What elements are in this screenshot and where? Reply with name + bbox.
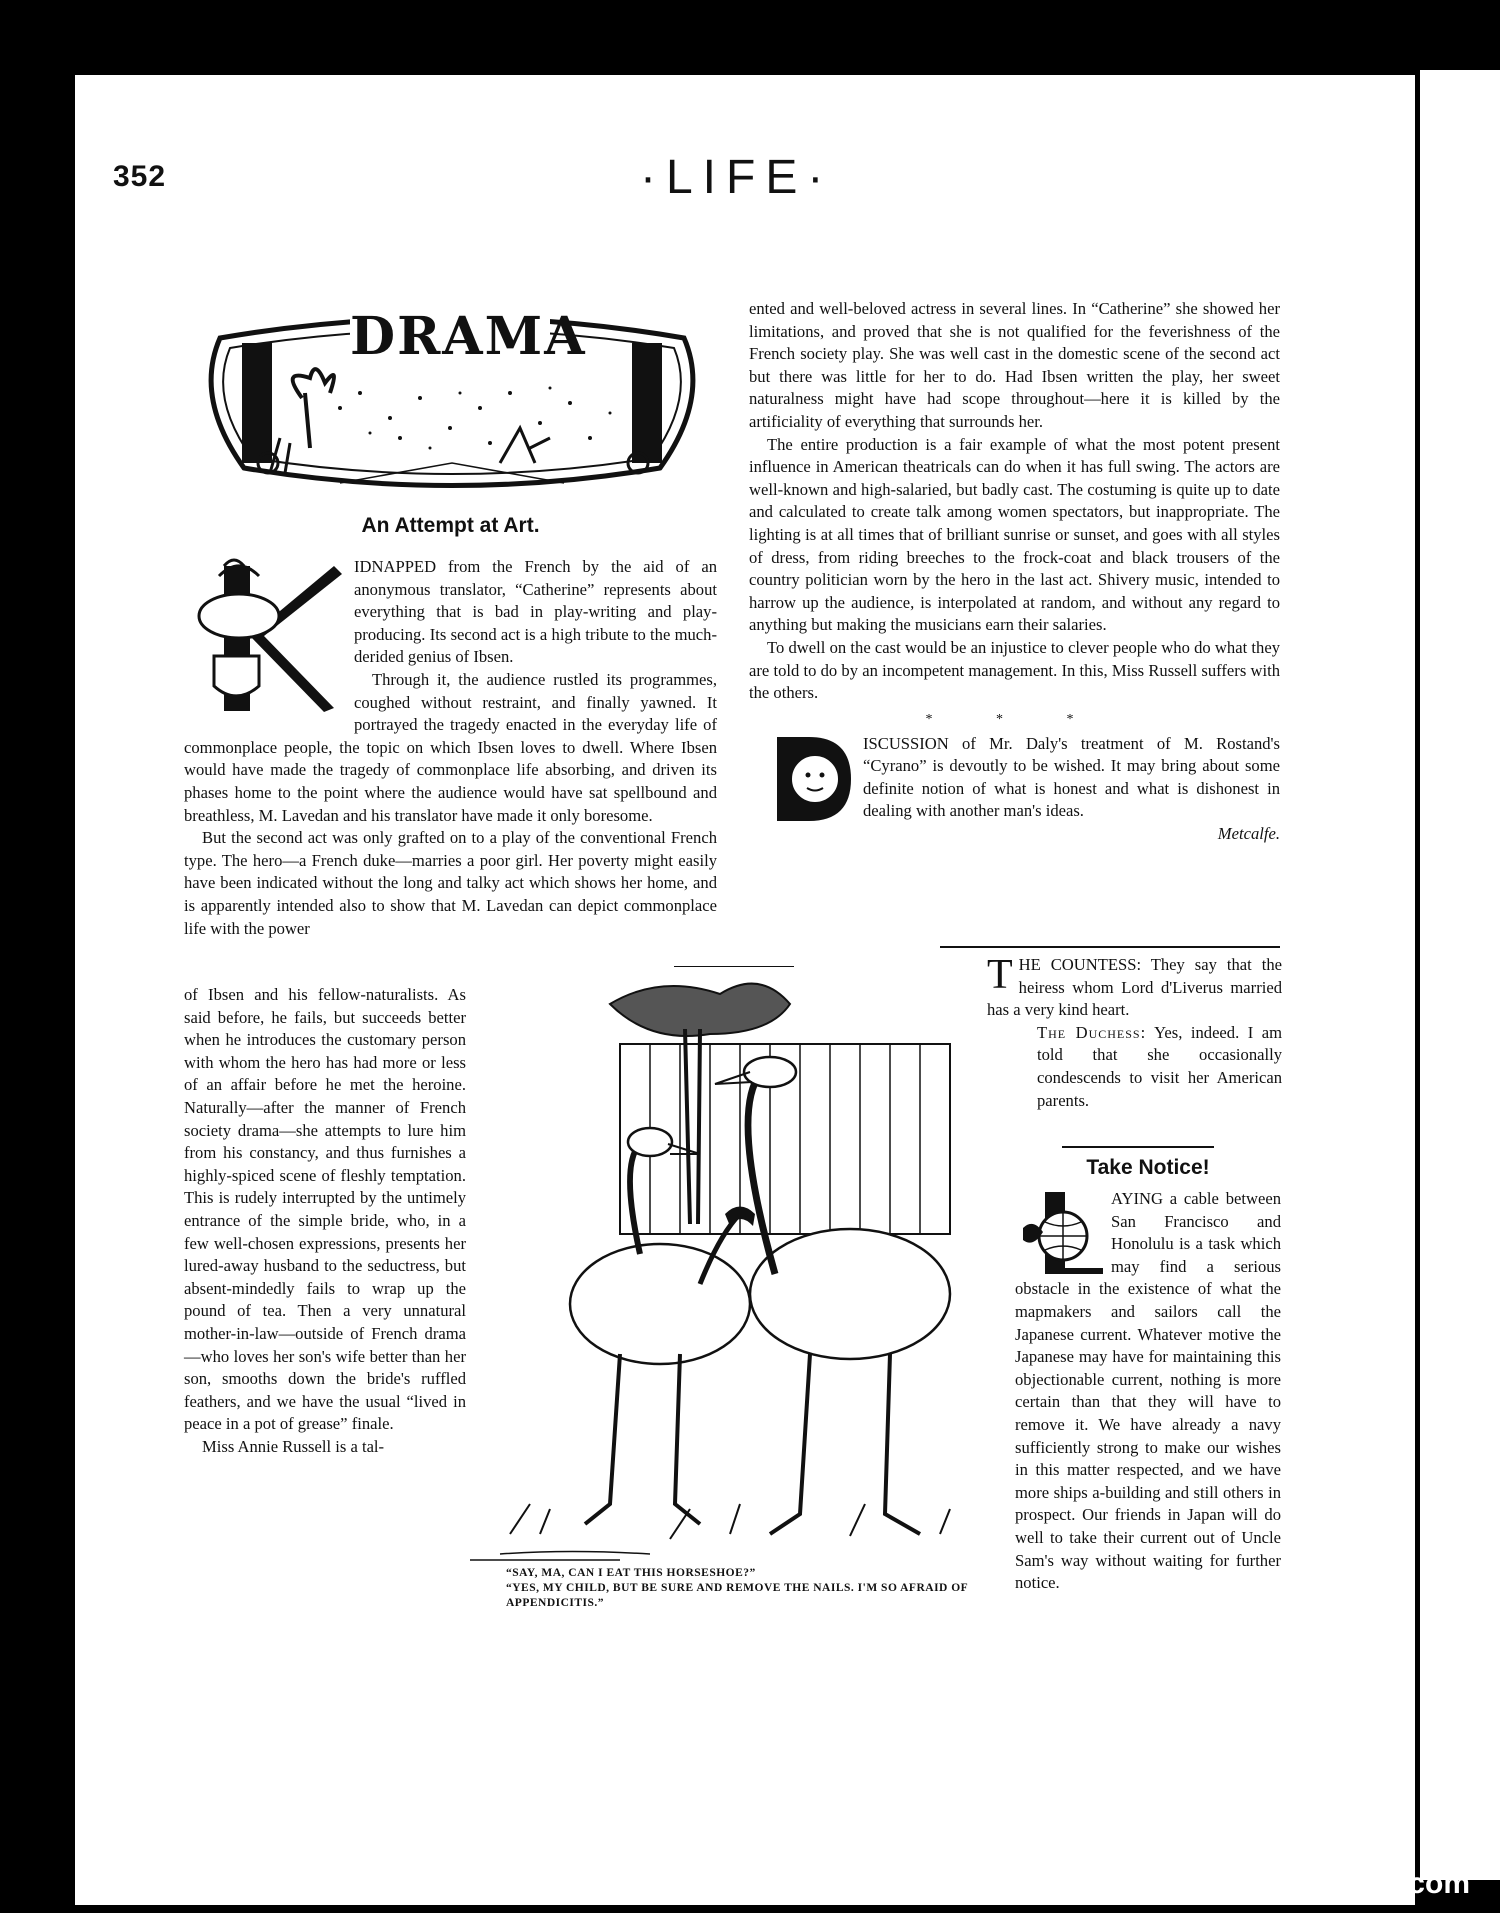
- drama-banner-title: DRAMA: [350, 306, 587, 367]
- ostrich-drawing: [470, 964, 1030, 1564]
- dialogue-line-2-text: Yes, indeed. I am told that she occasionally condescends to visit her American parents.: [1037, 1022, 1282, 1110]
- caption-line-1: “SAY, MA, CAN I EAT THIS HORSESHOE?”: [506, 1567, 756, 1579]
- next-page-edge: [1420, 70, 1500, 1880]
- site-watermark: comicbooks.com: [1224, 1867, 1470, 1900]
- article-narrow-column: [184, 984, 466, 1458]
- discussion-text: ISCUSSION of Mr. Daly's treatment of M. Rostand's “Cyrano” is devoutly to be wished. It may bring about some definite notion of what is honest and what is dishonest in dealing with another man's ideas.: [863, 733, 1280, 821]
- countess-dialogue: [987, 954, 1282, 1112]
- article-paragraph-4: Miss Annie Russell is a tal-: [202, 1436, 385, 1456]
- masthead-title: ·LIFE·: [640, 151, 834, 204]
- drama-banner: [190, 298, 714, 498]
- drop-cap-l: [1015, 1188, 1105, 1276]
- section-stars: * * *: [925, 711, 1104, 727]
- article-heading: An Attempt at Art.: [361, 514, 540, 537]
- signature: Metcalfe.: [1217, 824, 1280, 844]
- section-rule-2: [1062, 1146, 1214, 1148]
- drop-cap-t: T: [987, 952, 1013, 998]
- dialogue-line-1: [987, 954, 1282, 1022]
- article-paragraph-4-continued: ented and well-beloved actress in several lines. In “Catherine” she showed her limitations, and proved that she is not qualified for the feverishness of the French society play. She was well cast in the domestic scene of the second act but there was little for her to do. Had Ibsen written the play, her sweet naturalness might have had scope throughout—here it is killed by the artificiality of everything that surrounds her.: [749, 299, 1280, 431]
- article-paragraph-2: Through it, the audience rustled its programmes, coughed without restraint, and finally yawned. It portrayed the tragedy enacted in the everyday life of commonplace people, the topic on which Ibsen loves to dwell. Where Ibsen would have made the tragedy of commonplace life absorbing, and driven its phases home to the point where the audience would have sat spellbound and breathless, M. Lavedan and his translator have made it only boresome.: [184, 669, 717, 825]
- ornamental-l-globe-icon: [1015, 1188, 1105, 1276]
- article-left-column: [184, 512, 717, 940]
- dialogue-line-1-text: HE COUNTESS: They say that the heiress whom Lord d'Liverus married has a very kind heart.: [987, 955, 1282, 1020]
- ornamental-k-icon: [184, 556, 344, 716]
- caption-line-2: “YES, MY CHILD, BUT BE SURE AND REMOVE THE NAILS. I'M SO AFRAID OF APPENDICITIS.”: [506, 1582, 968, 1609]
- drop-cap-d: [769, 733, 855, 823]
- notice-section: [1015, 1154, 1281, 1595]
- article-paragraph-6: To dwell on the cast would be an injustice to clever people who do what they are told to do by an incompetent management. In this, Miss Russell suffers with the others.: [749, 637, 1280, 703]
- page-number: 352: [113, 160, 167, 193]
- drop-cap-k: [184, 556, 344, 716]
- illustration-caption: [506, 1566, 986, 1611]
- illustration-top-rule: [674, 966, 794, 967]
- article-paragraph-1: IDNAPPED from the French by the aid of an anonymous translator, “Catherine” represents about everything that is bad in play-writing and play-producing. Its second act is a high tribute to the much-derided genius of Ibsen.: [354, 557, 717, 667]
- section-rule-1: [940, 946, 1280, 948]
- article-paragraph-3-continued: of Ibsen and his fellow-naturalists. As said before, he fails, but succeeds better when he introduces the customary person with whom the hero has had more or less of an affair before he met the heroine. Naturally—after the manner of French society drama—she attempts to lure him from his constancy, and thus furnishes a highly-spiced scene of fleshly temptation. This is rudely interrupted by the untimely entrance of the simple bride, who, in a few well-chosen expressions, presents her lured-away husband to the seductress, but absent-mindedly fails to wrap up the pound of tea. Then a very unnatural mother-in-law—outside of French drama—who loves her son's wife better than her son, smooths down the bride's ruffled feathers, and we have the usual “lived in peace in a pot of grease” finale.: [184, 985, 466, 1434]
- dialogue-speaker: The Duchess:: [1037, 1022, 1147, 1042]
- article-right-column: [749, 298, 1280, 846]
- article-paragraph-3: But the second act was only grafted on to a play of the conventional French type. The hero—a French duke—marries a poor girl. Her poverty might easily have been indicated without the long and talky act which shows her home, and is apparently intended also to show that M. Lavedan can depict commonplace life with the power: [184, 828, 717, 938]
- ornamental-d-icon: [769, 733, 855, 823]
- dialogue-line-2: [987, 1022, 1282, 1112]
- notice-text: AYING a cable between San Francisco and Honolulu is a task which may find a serious obstacle in the existence of what the mapmakers and sailors call the Japanese current. Whatever motive the Japanese may have for maintaining this objectionable current, nothing is more certain than that they will have to remove it. We have already a navy sufficiently strong to make our wishes in this matter respected, and we have more ships a-building and still others in prospect. Our friends in Japan will do well to take their current out of Uncle Sam's way without waiting for further notice.: [1015, 1189, 1281, 1593]
- article-paragraph-5: The entire production is a fair example of what the most potent present influence in American theatricals can do when it has full swing. The actors are well-known and high-salaried, but badly cast. The costuming is quite up to date and calculated to create talk among women spectators, but inappropriate. The lighting is at all times that of brilliant sunrise or sunset, and goes with all styles of dress, from riding breeches to the frock-coat and black trousers of the country politician worn by the hero in the last act. Shivery music, intended to harrow up the audience, is interpolated at random, and without any regard to anything but making the musicians earn their salaries.: [749, 434, 1280, 635]
- ostrich-illustration: [470, 964, 1030, 1609]
- notice-heading: Take Notice!: [1086, 1156, 1210, 1179]
- discussion-section: [749, 733, 1280, 846]
